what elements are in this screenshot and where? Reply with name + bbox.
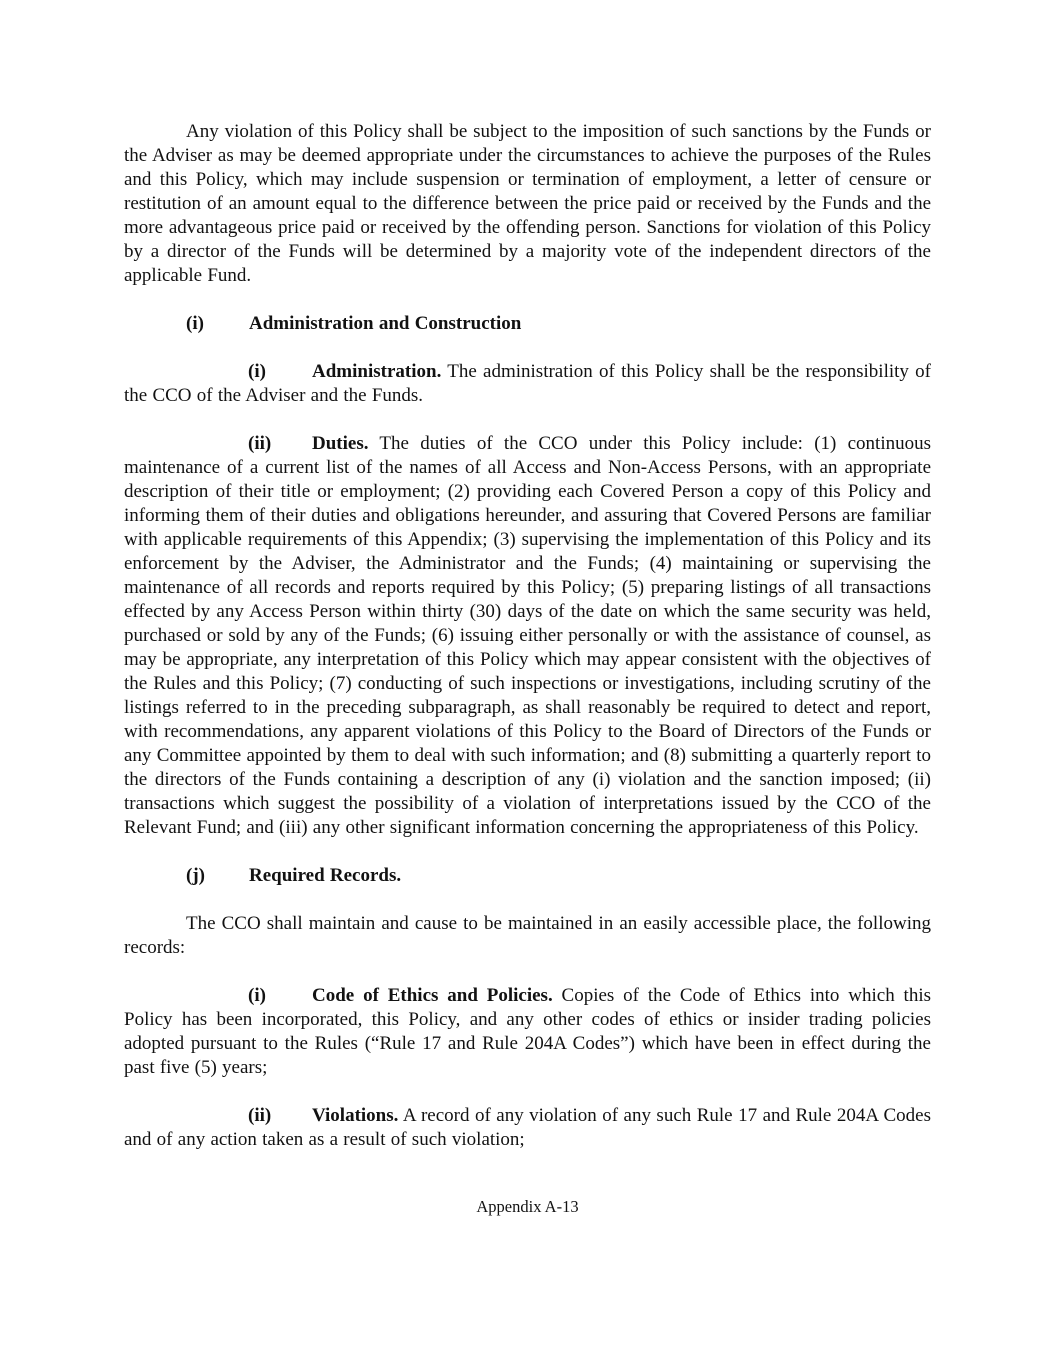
subparagraph-label: (ii) bbox=[248, 433, 272, 454]
heading-label: (i) bbox=[186, 313, 204, 334]
subparagraph-label: (ii) bbox=[248, 1105, 272, 1126]
subparagraph-code-of-ethics-and-policies bbox=[124, 984, 931, 1080]
subparagraph-title: Violations. bbox=[312, 1105, 399, 1126]
heading-label: (j) bbox=[186, 865, 205, 886]
subparagraph-title: Administration. bbox=[312, 361, 442, 382]
subparagraph-administration bbox=[124, 360, 931, 408]
subparagraph-duties bbox=[124, 432, 931, 840]
heading-administration-and-construction bbox=[124, 312, 931, 336]
subparagraph-violations bbox=[124, 1104, 931, 1152]
heading-title: Administration and Construction bbox=[249, 313, 522, 334]
subparagraph-body: A record of any violation of any such Rule 17 and Rule 204A Codes and of any action taken as a result of such violation; bbox=[124, 1105, 931, 1150]
page-footer: Appendix A-13 bbox=[476, 1197, 579, 1216]
heading-required-records bbox=[124, 864, 931, 888]
paragraph-cco-records-intro: The CCO shall maintain and cause to be maintained in an easily accessible place, the following records: bbox=[124, 913, 931, 958]
paragraph-sanctions: Any violation of this Policy shall be subject to the imposition of such sanctions by the Funds or the Adviser as may be deemed appropriate under the circumstances to achieve the purposes of the Rules and this Policy, which may include suspension or termination of employment, a letter of censure or restitution of an amount equal to the difference between the price paid or received by the Funds and the more advantageous price paid or received by the offending person. Sanctions for violation of this Policy by a director of the Funds will be determined by a majority vote of the independent directors of the applicable Fund. bbox=[124, 121, 931, 286]
subparagraph-body: Copies of the Code of Ethics into which this Policy has been incorporated, this Policy, and any other codes of ethics or insider trading policies adopted pursuant to the Rules (“Rule 17 and Rule 204A Codes”) which have been in effect during the past five (5) years; bbox=[124, 985, 932, 1078]
subparagraph-body: The duties of the CCO under this Policy include: (1) continuous maintenance of a current list of the names of all Access and Non-Access Persons, with an appropriate description of their title or employment; (2) providing each Covered Person a copy of this Policy and informing them of their duties and obligations hereunder, and assuring that Covered Persons are familiar with applicable requirements of this Appendix; (3) supervising the implementation of this Policy and its enforcement by the Adviser, the Administrator and the Funds; (4) maintaining or supervising the maintenance of all records and reports required by this Policy; (5) preparing listings of all transactions effected by any Access Person within thirty (30) days of the date on which the same security was held, purchased or sold by any of the Funds; (6) issuing either personally or with the assistance of counsel, as may be appropriate, any interpretation of this Policy which may appear consistent with the objectives of the Rules and this Policy; (7) conducting of such inspections or investigations, including scrutiny of the listings referred to in the preceding subparagraph, as shall reasonably be required to detect and report, with recommendations, any apparent violations of this Policy to the Board of Directors of the Funds or any Committee appointed by them to deal with such information; and (8) submitting a quarterly report to the directors of the Funds containing a description of any (i) violation and the sanction imposed; (ii) transactions which suggest the possibility of a violation of interpretations issued by the CCO of the Relevant Fund; and (iii) any other significant information concerning the appropriateness of this Policy. bbox=[124, 433, 931, 838]
subparagraph-label: (i) bbox=[248, 361, 266, 382]
subparagraph-body: The administration of this Policy shall be the responsibility of the CCO of the Adviser and the Funds. bbox=[124, 361, 931, 406]
subparagraph-title: Code of Ethics and Policies. bbox=[312, 985, 553, 1006]
subparagraph-label: (i) bbox=[248, 985, 266, 1006]
heading-title: Required Records. bbox=[249, 865, 402, 886]
subparagraph-title: Duties. bbox=[312, 433, 369, 454]
